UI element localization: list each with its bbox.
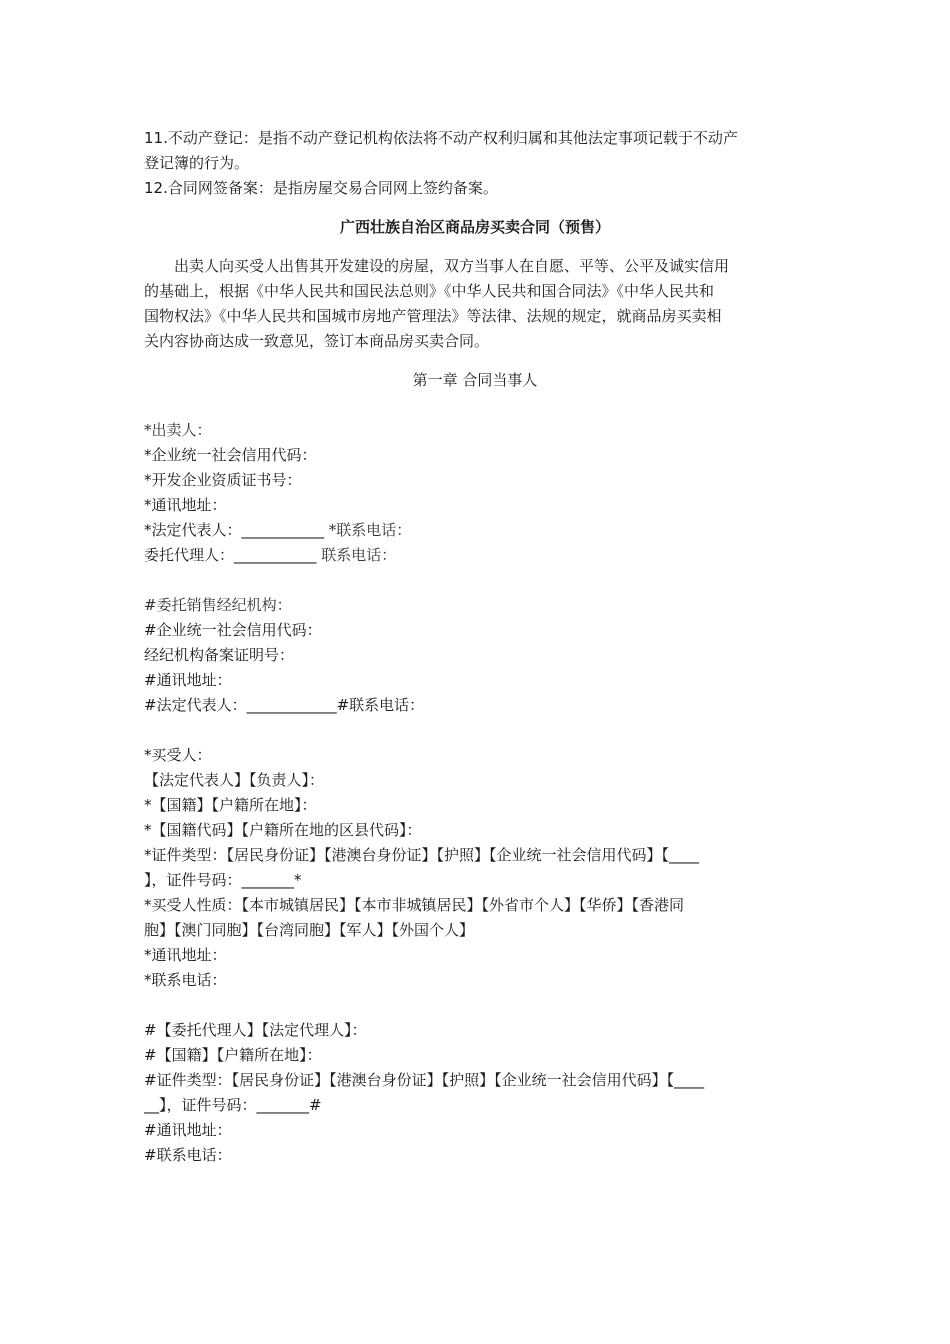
intro-line-1: 出卖人向买受人出售其开发建设的房屋，双方当事人在自愿、平等、公平及诚实信用: [174, 257, 730, 275]
intro-line-3: 国物权法》《中华人民共和国城市房地产管理法》等法律、法规的规定，就商品房买卖相: [144, 307, 722, 325]
sales-agency-label: #委托销售经纪机构：: [144, 596, 292, 614]
sales-agency-legal-rep: #法定代表人：____________#联系电话：: [144, 696, 425, 714]
seller-qualification: *开发企业资质证书号：: [144, 471, 302, 489]
definition-item-11-line-2: 登记簿的行为。: [144, 154, 250, 172]
buyer-rep: 【法定代表人】【负责人】：: [144, 771, 325, 789]
buyer-id-type-line-1: *证件类型：【居民身份证】【港澳台身份证】【护照】【企业统一社会信用代码】【____: [144, 846, 700, 864]
seller-legal-rep-phone: *联系电话：: [328, 521, 412, 539]
seller-agent-phone: 联系电话：: [321, 546, 397, 564]
seller-address: *通讯地址：: [144, 496, 227, 514]
sales-agency-credit-code: #企业统一社会信用代码：: [144, 621, 322, 639]
sales-agency-address: #通讯地址：: [144, 671, 232, 689]
buyer-agent-phone: #联系电话：: [144, 1146, 232, 1164]
buyer-agent-id-type-line-2: __】，证件号码：_______#: [144, 1096, 322, 1114]
sales-agency-record-no: 经纪机构备案证明号：: [144, 646, 295, 664]
chapter-1-heading: 第一章 合同当事人: [412, 371, 538, 389]
seller-credit-code: *企业统一社会信用代码：: [144, 446, 317, 464]
buyer-agent-id-type-line-1: #证件类型：【居民身份证】【港澳台身份证】【护照】【企业统一社会信用代码】【____: [144, 1071, 705, 1089]
definition-item-12: 12.合同网签备案：是指房屋交易合同网上签约备案。: [144, 179, 498, 197]
seller-agent: 委托代理人：___________: [144, 546, 317, 564]
buyer-label: *买受人：: [144, 746, 212, 764]
document-body: [144, 126, 806, 1168]
definition-item-11-line-1: 11.不动产登记：是指不动产登记机构依法将不动产权利归属和其他法定事项记载于不动产: [144, 129, 738, 147]
buyer-nationality-code: *【国籍代码】【户籍所在地的区县代码】：: [144, 821, 422, 839]
buyer-id-type-line-2: 】，证件号码：_______*: [144, 871, 302, 889]
seller-label: *出卖人：: [144, 421, 212, 439]
seller-legal-rep-row: [144, 518, 806, 543]
buyer-nature-line-1: *买受人性质：【本市城镇居民】【本市非城镇居民】【外省市个人】【华侨】【香港同: [144, 896, 685, 914]
buyer-address: *通讯地址：: [144, 946, 227, 964]
buyer-agent-address: #通讯地址：: [144, 1121, 232, 1139]
contract-title: 广西壮族自治区商品房买卖合同（预售）: [339, 218, 610, 236]
seller-legal-rep: *法定代表人：___________: [144, 521, 325, 539]
buyer-nationality: *【国籍】【户籍所在地】：: [144, 796, 317, 814]
buyer-agent-nationality: #【国籍】【户籍所在地】：: [144, 1046, 322, 1064]
buyer-phone: *联系电话：: [144, 971, 227, 989]
buyer-agent-label: #【委托代理人】【法定代理人】：: [144, 1021, 367, 1039]
buyer-nature-line-2: 胞】【澳门同胞】【台湾同胞】【军人】【外国个人】: [144, 921, 475, 939]
seller-agent-row: [144, 543, 806, 568]
intro-line-4: 关内容协商达成一致意见，签订本商品房买卖合同。: [144, 332, 490, 350]
intro-line-2: 的基础上，根据《中华人民共和国民法总则》《中华人民共和国合同法》《中华人民共和: [144, 282, 715, 300]
